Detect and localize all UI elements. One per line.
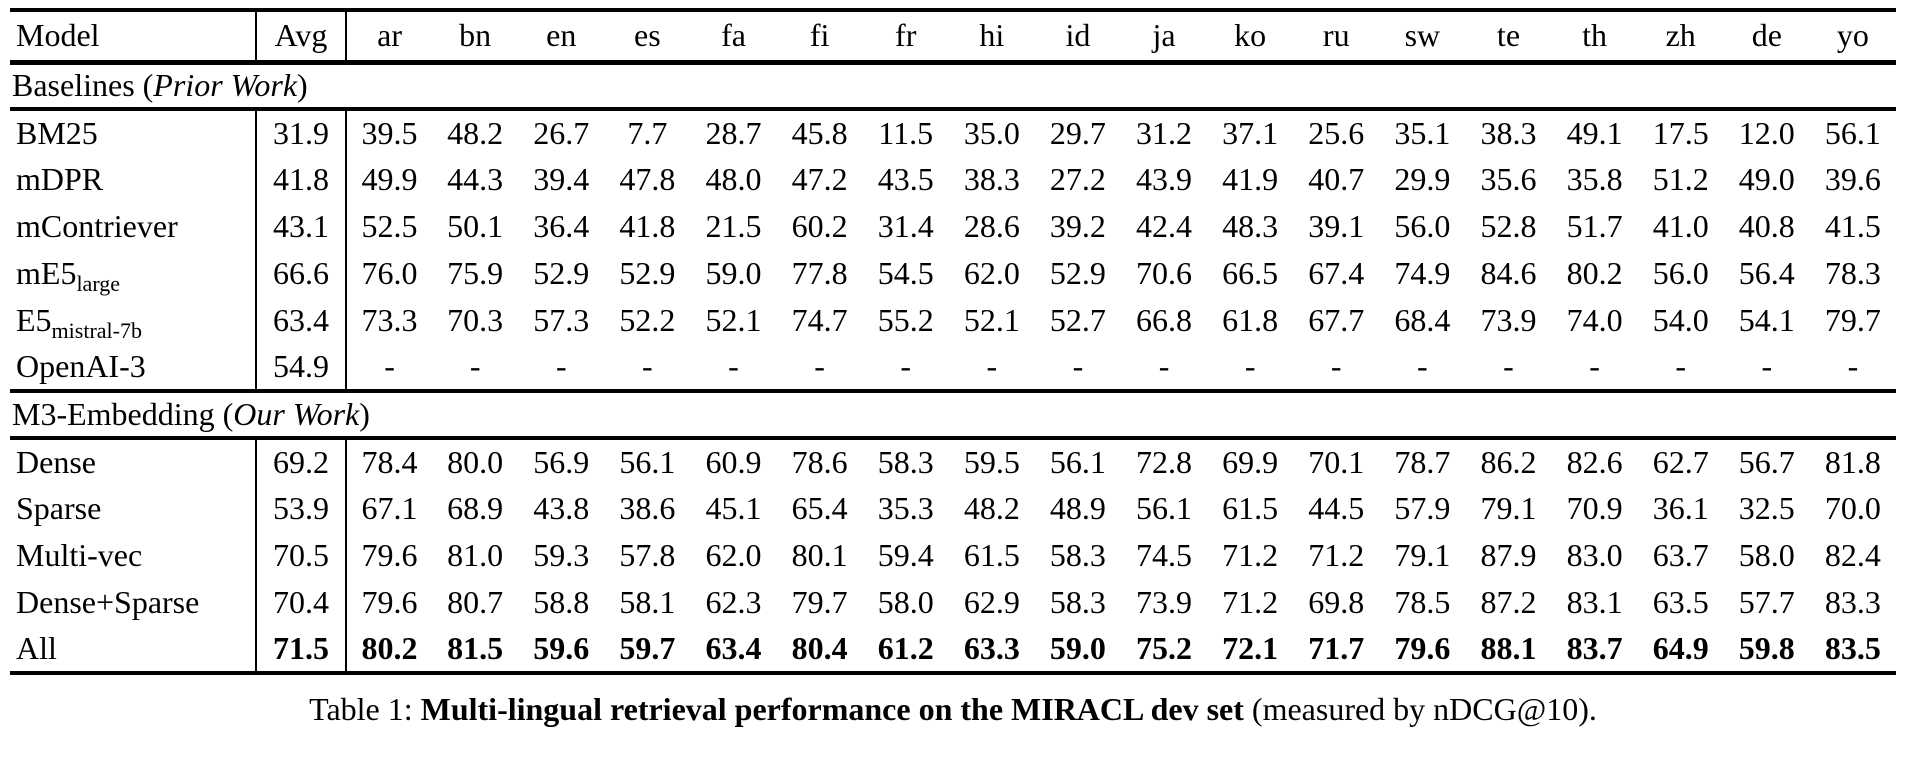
- value-cell: 84.6: [1480, 254, 1537, 291]
- value-cell: -: [518, 344, 604, 391]
- value-cell: 49.9: [361, 160, 418, 197]
- value-cell: 52.1: [963, 301, 1020, 338]
- value-cell: 70.4: [256, 579, 346, 626]
- value-cell: -: [1035, 344, 1121, 391]
- value-cell: 61.8: [1222, 301, 1279, 338]
- value-cell: 71.7: [1308, 629, 1365, 666]
- value-cell: 56.1: [1136, 489, 1193, 526]
- value-cell: 63.4: [256, 297, 346, 344]
- value-cell: 36.4: [533, 207, 590, 244]
- value-cell: 69.8: [1308, 583, 1365, 620]
- value-cell: 57.9: [1394, 489, 1451, 526]
- value-cell: 38.6: [619, 489, 676, 526]
- table-caption: [10, 691, 1896, 728]
- value-cell: 87.9: [1480, 536, 1537, 573]
- value-cell: 80.0: [447, 443, 504, 480]
- value-cell: 75.2: [1136, 629, 1193, 666]
- results-table: [10, 8, 1896, 675]
- table-row: [10, 532, 1896, 579]
- value-cell: 43.5: [877, 160, 934, 197]
- value-cell: 44.5: [1308, 489, 1365, 526]
- row-label-text: mContriever: [16, 207, 178, 244]
- column-header-zh: zh: [1638, 10, 1724, 62]
- value-cell: 66.5: [1222, 254, 1279, 291]
- value-cell: 81.5: [447, 629, 504, 666]
- value-cell: 70.5: [256, 532, 346, 579]
- value-cell: 82.6: [1566, 443, 1623, 480]
- value-cell: 59.8: [1738, 629, 1795, 666]
- header-row: [10, 10, 1896, 62]
- value-cell: 48.9: [1049, 489, 1106, 526]
- value-cell: 41.9: [1222, 160, 1279, 197]
- value-cell: 58.3: [1049, 583, 1106, 620]
- value-cell: 64.9: [1652, 629, 1709, 666]
- value-cell: 59.3: [533, 536, 590, 573]
- value-cell: 57.3: [533, 301, 590, 338]
- section-title-italic: Prior Work: [153, 66, 298, 103]
- value-cell: 62.0: [963, 254, 1020, 291]
- value-cell: 88.1: [1480, 629, 1537, 666]
- table-row: [10, 203, 1896, 250]
- row-label: [10, 297, 256, 344]
- value-cell: 35.8: [1566, 160, 1623, 197]
- value-cell: 17.5: [1652, 114, 1709, 151]
- value-cell: 74.7: [791, 301, 848, 338]
- row-label-text: mDPR: [16, 160, 104, 197]
- value-cell: 51.2: [1652, 160, 1709, 197]
- value-cell: 83.1: [1566, 583, 1623, 620]
- value-cell: 70.6: [1136, 254, 1193, 291]
- value-cell: 83.3: [1824, 583, 1881, 620]
- value-cell: 63.3: [963, 629, 1020, 666]
- value-cell: -: [1293, 344, 1379, 391]
- row-label-text: Sparse: [16, 489, 102, 526]
- value-cell: 31.2: [1136, 114, 1193, 151]
- value-cell: 39.6: [1824, 160, 1881, 197]
- value-cell: 48.2: [447, 114, 504, 151]
- row-label-subscript: mistral-7b: [51, 317, 142, 343]
- value-cell: 80.2: [361, 629, 418, 666]
- value-cell: 71.2: [1308, 536, 1365, 573]
- section-header-row: [10, 62, 1896, 109]
- value-cell: 59.4: [877, 536, 934, 573]
- value-cell: 29.7: [1049, 114, 1106, 151]
- value-cell: 56.7: [1738, 443, 1795, 480]
- row-label: [10, 344, 256, 391]
- value-cell: 42.4: [1136, 207, 1193, 244]
- table-row: [10, 297, 1896, 344]
- column-header-ko: ko: [1207, 10, 1293, 62]
- value-cell: 65.4: [791, 489, 848, 526]
- value-cell: 41.0: [1652, 207, 1709, 244]
- value-cell: 58.3: [877, 443, 934, 480]
- value-cell: 58.1: [619, 583, 676, 620]
- value-cell: 41.5: [1824, 207, 1881, 244]
- value-cell: 44.3: [447, 160, 504, 197]
- row-label: [10, 250, 256, 297]
- row-label-text: Multi-vec: [16, 536, 143, 573]
- value-cell: 70.0: [1824, 489, 1881, 526]
- value-cell: 72.1: [1222, 629, 1279, 666]
- value-cell: 41.8: [256, 156, 346, 203]
- value-cell: 78.3: [1824, 254, 1881, 291]
- value-cell: 70.3: [447, 301, 504, 338]
- value-cell: 21.5: [705, 207, 762, 244]
- value-cell: 43.1: [256, 203, 346, 250]
- value-cell: 79.6: [361, 583, 418, 620]
- section-title: [10, 391, 1896, 438]
- value-cell: 52.8: [1480, 207, 1537, 244]
- value-cell: 38.3: [1480, 114, 1537, 151]
- column-header-id: id: [1035, 10, 1121, 62]
- value-cell: 83.5: [1824, 629, 1881, 666]
- value-cell: 62.0: [705, 536, 762, 573]
- value-cell: 41.8: [619, 207, 676, 244]
- value-cell: 55.2: [877, 301, 934, 338]
- value-cell: 43.9: [1136, 160, 1193, 197]
- value-cell: 78.7: [1394, 443, 1451, 480]
- value-cell: -: [777, 344, 863, 391]
- value-cell: 11.5: [878, 114, 934, 151]
- value-cell: 37.1: [1222, 114, 1279, 151]
- value-cell: 69.9: [1222, 443, 1279, 480]
- value-cell: 35.3: [877, 489, 934, 526]
- row-label: [10, 203, 256, 250]
- value-cell: 76.0: [361, 254, 418, 291]
- row-label-text: BM25: [16, 114, 98, 151]
- value-cell: 70.1: [1308, 443, 1365, 480]
- value-cell: 59.5: [963, 443, 1020, 480]
- row-label: [10, 109, 256, 156]
- value-cell: 35.1: [1394, 114, 1451, 151]
- value-cell: 47.8: [619, 160, 676, 197]
- value-cell: 81.8: [1824, 443, 1881, 480]
- value-cell: 54.0: [1652, 301, 1709, 338]
- table-row: [10, 109, 1896, 156]
- value-cell: 83.0: [1566, 536, 1623, 573]
- value-cell: 71.2: [1222, 583, 1279, 620]
- value-cell: 56.1: [1824, 114, 1881, 151]
- value-cell: 29.9: [1394, 160, 1451, 197]
- value-cell: 49.0: [1738, 160, 1795, 197]
- value-cell: 74.9: [1394, 254, 1451, 291]
- value-cell: 67.4: [1308, 254, 1365, 291]
- value-cell: 56.0: [1652, 254, 1709, 291]
- value-cell: 75.9: [447, 254, 504, 291]
- value-cell: 82.4: [1824, 536, 1881, 573]
- value-cell: 48.2: [963, 489, 1020, 526]
- value-cell: 60.9: [705, 443, 762, 480]
- column-header-yo: yo: [1810, 10, 1896, 62]
- table-row: [10, 344, 1896, 391]
- value-cell: 83.7: [1566, 629, 1623, 666]
- value-cell: 52.5: [361, 207, 418, 244]
- value-cell: 69.2: [256, 438, 346, 485]
- section-title-suffix: ): [297, 66, 308, 103]
- value-cell: 79.6: [361, 536, 418, 573]
- value-cell: 80.7: [447, 583, 504, 620]
- value-cell: 61.5: [963, 536, 1020, 573]
- value-cell: 58.3: [1049, 536, 1106, 573]
- value-cell: 58.8: [533, 583, 590, 620]
- column-header-model: Model: [10, 10, 256, 62]
- row-label: [10, 438, 256, 485]
- row-label-text: Dense+Sparse: [16, 583, 200, 620]
- value-cell: 58.0: [1738, 536, 1795, 573]
- value-cell: 39.1: [1308, 207, 1365, 244]
- value-cell: 63.4: [705, 629, 762, 666]
- column-header-ja: ja: [1121, 10, 1207, 62]
- value-cell: 58.0: [877, 583, 934, 620]
- row-label: [10, 485, 256, 532]
- caption-bold-text: Multi-lingual retrieval performance on the MIRACL dev set: [420, 691, 1244, 727]
- value-cell: 52.9: [619, 254, 676, 291]
- value-cell: 87.2: [1480, 583, 1537, 620]
- caption-suffix: (measured by nDCG@10).: [1243, 691, 1597, 727]
- row-label: [10, 532, 256, 579]
- value-cell: 73.3: [361, 301, 418, 338]
- value-cell: -: [1552, 344, 1638, 391]
- column-header-en: en: [518, 10, 604, 62]
- value-cell: 56.1: [1049, 443, 1106, 480]
- column-header-fi: fi: [777, 10, 863, 62]
- value-cell: 56.0: [1394, 207, 1451, 244]
- value-cell: 57.8: [619, 536, 676, 573]
- value-cell: 79.1: [1394, 536, 1451, 573]
- value-cell: -: [949, 344, 1035, 391]
- section-title-prefix: Baselines (: [12, 66, 154, 103]
- value-cell: 77.8: [791, 254, 848, 291]
- value-cell: 71.5: [256, 626, 346, 673]
- value-cell: 63.7: [1652, 536, 1709, 573]
- value-cell: -: [1810, 344, 1896, 391]
- value-cell: 59.0: [1049, 629, 1106, 666]
- value-cell: 43.8: [533, 489, 590, 526]
- value-cell: 39.2: [1049, 207, 1106, 244]
- value-cell: 51.7: [1566, 207, 1623, 244]
- value-cell: 54.9: [256, 344, 346, 391]
- table-row: [10, 438, 1896, 485]
- value-cell: 48.3: [1222, 207, 1279, 244]
- value-cell: 53.9: [256, 485, 346, 532]
- row-label-text: OpenAI-3: [16, 347, 146, 384]
- table-body: [10, 62, 1896, 673]
- value-cell: -: [1379, 344, 1465, 391]
- value-cell: 78.4: [361, 443, 418, 480]
- value-cell: 49.1: [1566, 114, 1623, 151]
- value-cell: 68.9: [447, 489, 504, 526]
- value-cell: 36.1: [1652, 489, 1709, 526]
- table-row: [10, 156, 1896, 203]
- value-cell: 28.6: [963, 207, 1020, 244]
- column-header-hi: hi: [949, 10, 1035, 62]
- value-cell: -: [1121, 344, 1207, 391]
- value-cell: 40.8: [1738, 207, 1795, 244]
- value-cell: 32.5: [1738, 489, 1795, 526]
- value-cell: 71.2: [1222, 536, 1279, 573]
- value-cell: 79.1: [1480, 489, 1537, 526]
- value-cell: -: [1207, 344, 1293, 391]
- value-cell: 54.5: [877, 254, 934, 291]
- section-title-prefix: M3-Embedding (: [12, 395, 234, 432]
- value-cell: 40.7: [1308, 160, 1365, 197]
- value-cell: 25.6: [1308, 114, 1365, 151]
- value-cell: 52.7: [1049, 301, 1106, 338]
- value-cell: 79.6: [1394, 629, 1451, 666]
- section-header-row: [10, 391, 1896, 438]
- table-row: [10, 579, 1896, 626]
- row-label-text: E5: [16, 301, 52, 338]
- column-header-de: de: [1724, 10, 1810, 62]
- value-cell: 45.8: [791, 114, 848, 151]
- value-cell: 52.2: [619, 301, 676, 338]
- value-cell: 39.5: [361, 114, 418, 151]
- column-header-bn: bn: [432, 10, 518, 62]
- value-cell: -: [604, 344, 690, 391]
- section-title: [10, 62, 1896, 109]
- value-cell: 56.1: [619, 443, 676, 480]
- value-cell: -: [1724, 344, 1810, 391]
- value-cell: 47.2: [791, 160, 848, 197]
- value-cell: 39.4: [533, 160, 590, 197]
- value-cell: 52.1: [705, 301, 762, 338]
- value-cell: 31.4: [877, 207, 934, 244]
- value-cell: -: [432, 344, 518, 391]
- value-cell: 67.1: [361, 489, 418, 526]
- value-cell: 80.2: [1566, 254, 1623, 291]
- value-cell: -: [690, 344, 776, 391]
- row-label-text: mE5: [16, 254, 77, 291]
- column-header-sw: sw: [1379, 10, 1465, 62]
- table-row: [10, 250, 1896, 297]
- value-cell: 79.7: [1824, 301, 1881, 338]
- column-header-avg: Avg: [256, 10, 346, 62]
- value-cell: 62.3: [705, 583, 762, 620]
- value-cell: 31.9: [256, 109, 346, 156]
- value-cell: 50.1: [447, 207, 504, 244]
- value-cell: 60.2: [791, 207, 848, 244]
- value-cell: 54.1: [1738, 301, 1795, 338]
- row-label: [10, 579, 256, 626]
- row-label-subscript: large: [76, 270, 121, 296]
- value-cell: 72.8: [1136, 443, 1193, 480]
- value-cell: 61.5: [1222, 489, 1279, 526]
- value-cell: 56.4: [1738, 254, 1795, 291]
- caption-prefix: Table 1:: [309, 691, 421, 727]
- value-cell: 12.0: [1738, 114, 1795, 151]
- section-title-suffix: ): [359, 395, 370, 432]
- value-cell: 28.7: [705, 114, 762, 151]
- value-cell: 74.0: [1566, 301, 1623, 338]
- value-cell: 81.0: [447, 536, 504, 573]
- value-cell: 66.6: [256, 250, 346, 297]
- row-label-text: All: [16, 629, 57, 666]
- table-row: [10, 485, 1896, 532]
- value-cell: 86.2: [1480, 443, 1537, 480]
- row-label-text: Dense: [16, 443, 96, 480]
- value-cell: 59.6: [533, 629, 590, 666]
- column-header-ru: ru: [1293, 10, 1379, 62]
- value-cell: 70.9: [1566, 489, 1623, 526]
- value-cell: -: [1465, 344, 1551, 391]
- value-cell: 79.7: [791, 583, 848, 620]
- value-cell: 38.3: [963, 160, 1020, 197]
- value-cell: 52.9: [533, 254, 590, 291]
- value-cell: 56.9: [533, 443, 590, 480]
- value-cell: 80.1: [791, 536, 848, 573]
- value-cell: 68.4: [1394, 301, 1451, 338]
- value-cell: 57.7: [1738, 583, 1795, 620]
- value-cell: 61.2: [877, 629, 934, 666]
- value-cell: 48.0: [705, 160, 762, 197]
- value-cell: 59.0: [705, 254, 762, 291]
- value-cell: 66.8: [1136, 301, 1193, 338]
- value-cell: 62.9: [963, 583, 1020, 620]
- value-cell: 73.9: [1136, 583, 1193, 620]
- column-header-fa: fa: [690, 10, 776, 62]
- value-cell: 7.7: [627, 114, 668, 151]
- row-label: [10, 626, 256, 673]
- value-cell: 27.2: [1049, 160, 1106, 197]
- value-cell: 80.4: [791, 629, 848, 666]
- value-cell: 26.7: [533, 114, 590, 151]
- column-header-ar: ar: [346, 10, 432, 62]
- section-title-italic: Our Work: [233, 395, 360, 432]
- table-row: [10, 626, 1896, 673]
- value-cell: 63.5: [1652, 583, 1709, 620]
- value-cell: 35.6: [1480, 160, 1537, 197]
- value-cell: 52.9: [1049, 254, 1106, 291]
- column-header-th: th: [1552, 10, 1638, 62]
- table-head: [10, 10, 1896, 62]
- value-cell: 59.7: [619, 629, 676, 666]
- column-header-te: te: [1465, 10, 1551, 62]
- row-label: [10, 156, 256, 203]
- value-cell: 78.5: [1394, 583, 1451, 620]
- value-cell: -: [863, 344, 949, 391]
- value-cell: 62.7: [1652, 443, 1709, 480]
- value-cell: 73.9: [1480, 301, 1537, 338]
- column-header-fr: fr: [863, 10, 949, 62]
- column-header-es: es: [604, 10, 690, 62]
- value-cell: 67.7: [1308, 301, 1365, 338]
- value-cell: 78.6: [791, 443, 848, 480]
- value-cell: 74.5: [1136, 536, 1193, 573]
- value-cell: 45.1: [705, 489, 762, 526]
- value-cell: -: [346, 344, 432, 391]
- value-cell: 35.0: [963, 114, 1020, 151]
- value-cell: -: [1638, 344, 1724, 391]
